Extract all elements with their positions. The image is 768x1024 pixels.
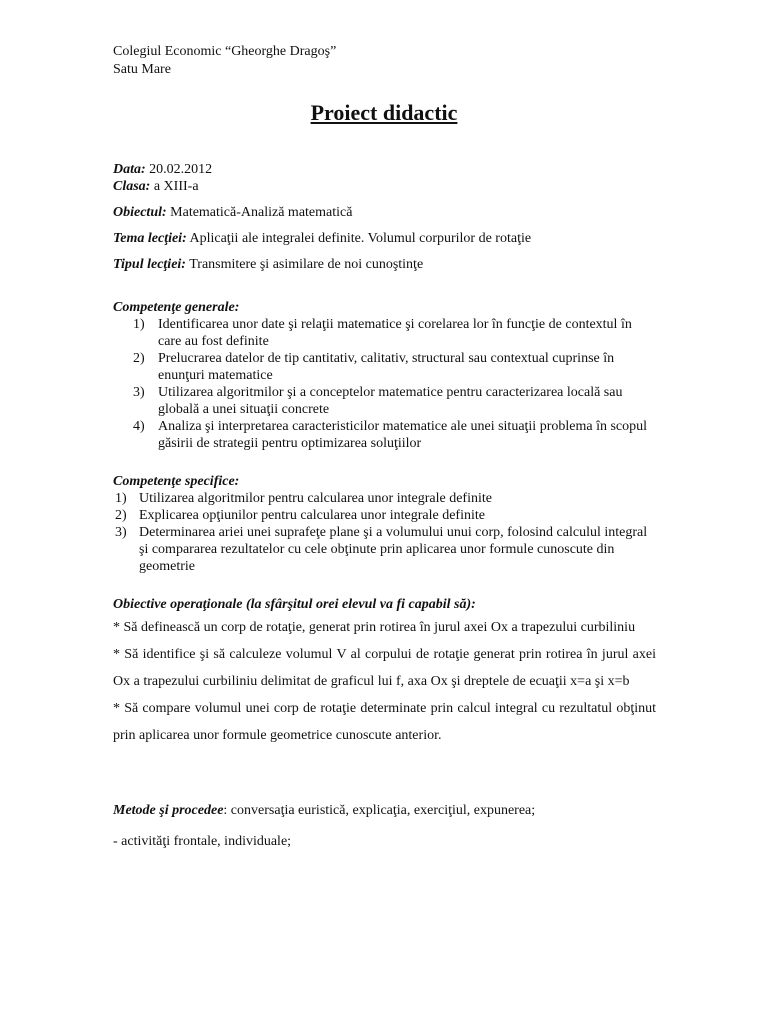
list-item-number: 3) [133,385,145,400]
list-item [113,490,653,507]
clasa-value: a XIII-a [150,179,199,194]
competente-generale-section [113,299,658,452]
clasa-label: Clasa: [113,179,151,194]
school-city: Satu Mare [113,62,171,77]
school-header [113,43,336,79]
list-item-text: Determinarea ariei unei suprafeţe plane şi a volumului unui corp, folosind calculul integral şi compararea rezultatelor cu cele obţinute prin aplicarea unor formule cunoscute din geometrie [139,525,648,574]
obiectiv-item: * Să identifice şi să calculeze volumul V al corpului de rotaţie generat prin rotirea în jurul axei Ox a trapezului curbiliniu delimitat de graficul lui f, axa Ox şi dreptele de ecuaţii x=a şi x=b [113,647,656,689]
list-item-number: 3) [115,525,127,540]
school-name: Colegiul Economic “Gheorghe Dragoş” [113,44,337,59]
obiectul-row [113,204,658,221]
meta-data-row [113,161,658,195]
list-item-number: 1) [133,317,145,332]
obiectiv-item: * Să compare volumul unei corp de rotaţie determinate prin calcul integral cu rezultatul obţinut prin aplicarea unor formule geometrice cunoscute anterior. [113,701,656,743]
tema-label: Tema lecţiei: [113,231,187,246]
competente-generale-heading: Competenţe generale: [113,300,240,315]
obiectul-value: Matematică-Analiză matematică [166,205,353,220]
obiective-list [113,614,656,749]
list-item [113,524,653,575]
list-item-number: 1) [115,491,127,506]
list-item-text: Analiza şi interpretarea caracteristicilor matematice ale unei situaţii problema în scopul găsirii de strategii pentru optimizarea soluţiilor [158,419,648,451]
list-item [113,418,658,452]
metode-value: : conversaţia euristică, explicaţia, exerciţiul, expunerea; [223,803,536,818]
list-item-text: Utilizarea algoritmilor pentru calcularea unor integrale definite [139,491,492,506]
obiective-heading-row [113,596,658,613]
list-item-number: 4) [133,419,145,434]
list-item-text: Utilizarea algoritmilor şi a conceptelor matematice pentru caracterizarea locală sau globală a unei situaţii concrete [158,385,623,417]
metode-row [113,802,658,819]
obiective-heading: Obiective operaţionale (la sfârşitul orei elevul va fi capabil să): [113,597,476,612]
list-item [113,507,653,524]
competente-specifice-list [113,490,653,575]
list-item [113,350,658,384]
page-title: Proiect didactic [310,100,458,125]
tema-value: Aplicaţii ale integralei definite. Volumul corpurilor de rotaţie [186,231,532,246]
competente-specifice-heading: Competenţe specifice: [113,474,240,489]
list-item-text: Explicarea opţiunilor pentru calcularea unor integrale definite [139,508,485,523]
competente-specifice-section [113,473,653,575]
metode-label: Metode şi procedee [113,803,224,818]
list-item-number: 2) [133,351,145,366]
data-label: Data: [113,162,146,177]
list-item [113,384,658,418]
tema-row [113,230,658,247]
list-item-text: Prelucrarea datelor de tip cantitativ, calitativ, structural sau contextual cuprinse în enunţuri matematice [158,351,615,383]
competente-generale-list [113,316,658,452]
list-item-number: 2) [115,508,127,523]
activitati-row [113,833,658,850]
obiectul-label: Obiectul: [113,205,167,220]
tipul-label: Tipul lecţiei: [113,257,186,272]
activitati-text: - activităţi frontale, individuale; [113,834,292,849]
data-value: 20.02.2012 [145,162,213,177]
tipul-value: Transmitere şi asimilare de noi cunoştinţe [185,257,424,272]
tipul-row [113,256,658,273]
list-item [113,316,658,350]
list-item-text: Identificarea unor date şi relaţii matematice şi corelarea lor în funcţie de contextul în care au fost definite [158,317,632,349]
obiectiv-item: * Să definească un corp de rotaţie, generat prin rotirea în jurul axei Ox a trapezului curbiliniu [113,620,636,635]
